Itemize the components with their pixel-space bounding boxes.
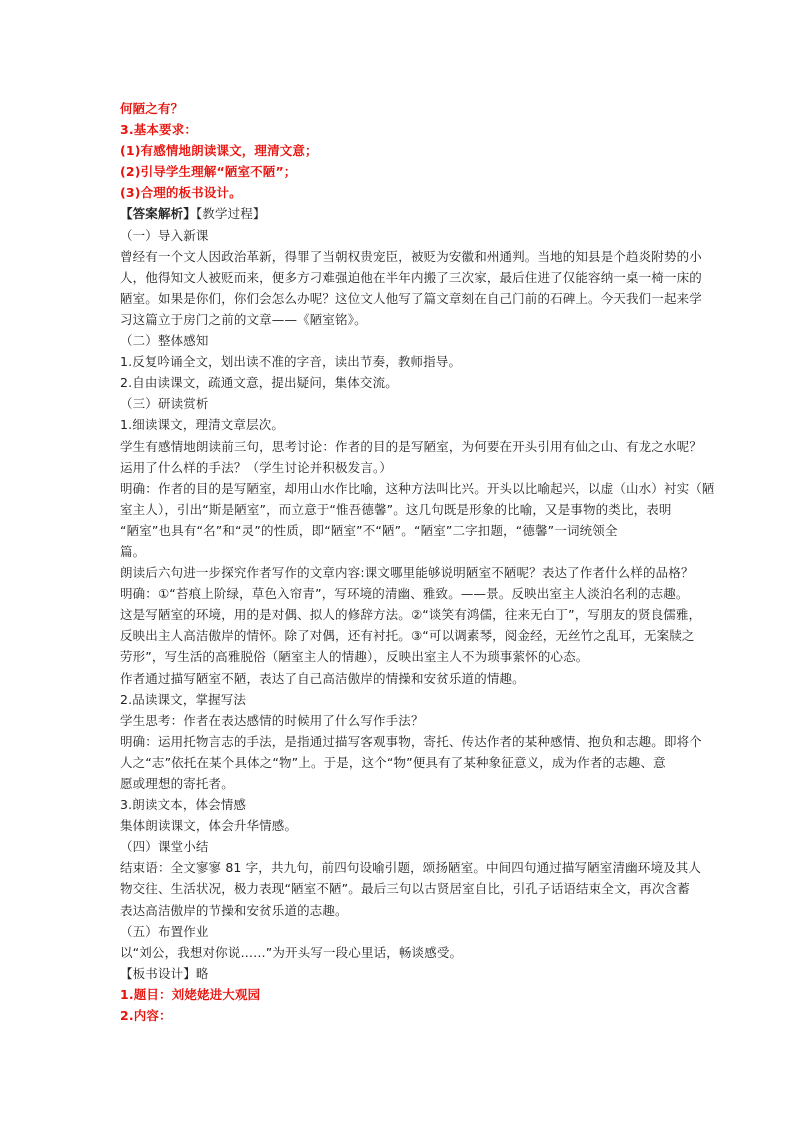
text-line: 1.细读课文，理清文章层次。 [120,417,285,433]
text-line: 作者通过描写陋室不陋，表达了自己高洁傲岸的情操和安贫乐道的情趣。 [120,670,525,686]
text-line: 朗读后六句进一步探究作者写作的文章内容:课文哪里能够说明陋室不陋呢？表达了作者什么样的品格？ [120,565,694,581]
text-line: 2.品读课文，掌握写法 [120,691,247,707]
text-line: 陋室。如果是你们，你们会怎么办呢？这位文人他写了篇文章刻在自己门前的石碑上。今天我们一起来学 [120,290,702,306]
text-line: 这是写陋室的环境，用的是对偶、拟人的修辞方法。②“谈笑有鸿儒，往来无白丁”，写朋友的贤良儒雅， [120,607,702,623]
text-line: （四）课堂小结 [120,839,209,855]
text-line [120,203,692,224]
text-line: （二）整体感知 [120,333,209,349]
text-line: 曾经有一个文人因政治革新，得罪了当朝权贵宠臣，被贬为安徽和州通判。当地的知县是个趋炎附势的小 [120,248,702,264]
text-line: 学生有感情地朗读前三句，思考讨论：作者的目的是写陋室，为何要在开头引用有仙之山、有龙之水呢？ [120,438,702,454]
text-line: 物交往、生活状况，极力表现“陋室不陋”。最后三句以古贤居室自比，引孔子话语结束全文，再次含蓄 [120,881,690,897]
text-line: 明确：作者的目的是写陋室，却用山水作比喻，这种方法叫比兴。开头以比喻起兴，以虚（山水）衬实（陋 [120,480,715,496]
text-line: 何陋之有？ [120,101,184,116]
text-line: 【板书设计】略 [120,965,209,981]
text-line: “陋室”也具有“名”和“灵”的性质，即“陋室”不“陋”。“陋室”二字扣题，“德馨”一词统领全 [120,522,618,538]
text-line: 1.题目：刘姥姥进大观园 [120,986,261,1002]
text-line: 明确：运用托物言志的手法，是指通过描写客观事物，寄托、传达作者的某种感情、抱负和志趣。即将个 [120,733,702,749]
text-line: 反映出主人高洁傲岸的情怀。除了对偶，还有衬托。③“可以调素琴，阅金经，无丝竹之乱耳，无案牍之 [120,628,695,644]
text-line: 1.反复吟诵全文，划出读不准的字音，读出节奏，教师指导。 [120,354,462,370]
text-line: 愿或理想的寄托者。 [120,776,234,791]
text-line: (1)有感情地朗读课文，理清文意； [120,143,318,159]
text-line: 学生思考：作者在表达感情的时候用了什么写作手法？ [120,712,424,728]
text-line: （一）导入新课 [120,227,209,243]
text-line: 习这篇立于房门之前的文章——《陋室铭》。 [120,311,367,327]
text-line: 2.自由读课文，疏通文意，提出疑问，集体交流。 [120,375,398,391]
text-line: 表达高洁傲岸的节操和安贫乐道的志趣。 [120,902,348,918]
text-line: （五）布置作业 [120,923,209,939]
text-line: 人，他得知文人被贬而来，便多方刁难强迫他在半年内搬了三次家，最后住进了仅能容纳一桌一椅一床的 [120,269,702,285]
text-line: 以“刘公，我想对你说……”为开头写一段心里话，畅谈感受。 [120,944,463,960]
text-line: 集体朗读课文，体会升华情感。 [120,818,298,834]
document-body [120,98,715,1026]
text-line: 劳形”，写生活的高雅脱俗（陋室主人的情趣），反映出室主人不为琐事萦怀的心态。 [120,649,589,665]
text-line: 2.内容： [120,1008,172,1024]
text-line: (2)引导学生理解“陋室不陋”； [120,164,297,180]
text-line: 篇。 [120,543,146,559]
text-segment: 【教学过程】 [195,206,266,222]
text-line: 明确：①“苔痕上阶绿，草色入帘青”，写环境的清幽、雅致。——景。反映出室主人淡泊名利的志趣。 [120,586,689,602]
text-line: 3.朗读文本，体会情感 [120,797,247,813]
text-line: 运用了什么样的手法？（学生讨论并积极发言。） [120,459,393,475]
text-line: 人之“志”依托在某个具体之“物”上。于是，这个“物”便具有了某种象征意义，成为作者的志趣、意 [120,754,666,770]
text-line: (3)合理的板书设计。 [120,185,242,201]
text-line: 室主人），引出“斯是陋室”，而立意于“惟吾德馨”。这几句既是形象的比喻，又是事物的类比，表明 [120,501,672,517]
text-line: （三）研读赏析 [120,396,209,412]
text-segment: 【答案解析】 [120,206,196,222]
text-line: 3.基本要求： [120,122,197,138]
text-line: 结束语：全文寥寥 81 字，共九句，前四句设喻引题，颂扬陋室。中间四句通过描写陋室清幽环境及其人 [120,860,702,876]
